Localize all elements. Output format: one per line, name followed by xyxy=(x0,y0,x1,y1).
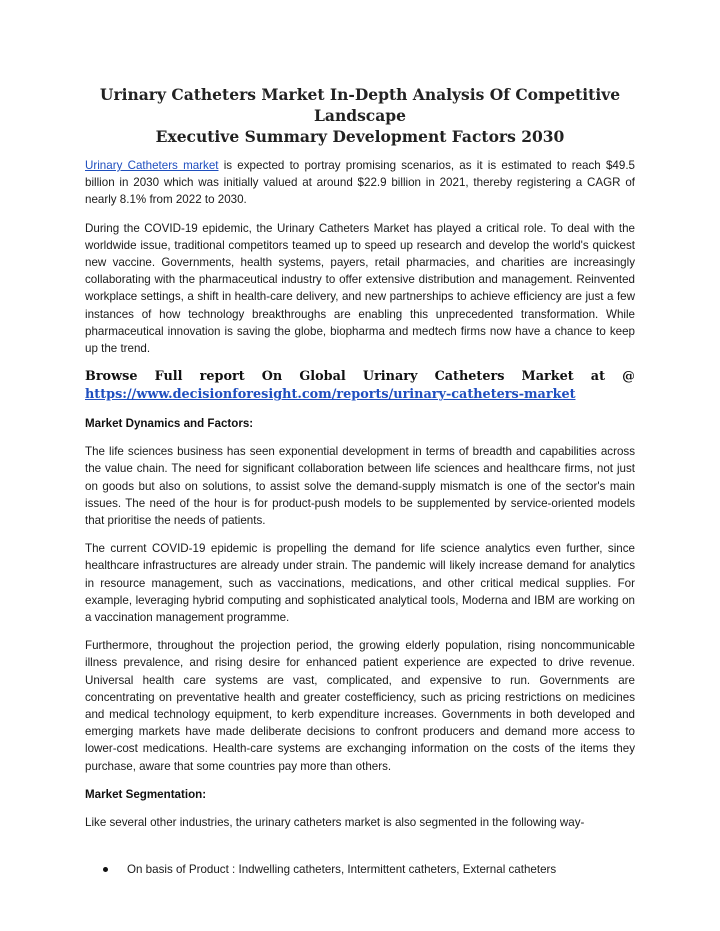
market-dynamics-heading: Market Dynamics and Factors: xyxy=(85,417,254,431)
browse-word: report xyxy=(199,369,245,385)
browse-word: Full xyxy=(154,369,183,385)
browse-word: Catheters xyxy=(434,369,505,385)
browse-report-line xyxy=(85,368,635,386)
browse-word: Global xyxy=(299,369,346,385)
furthermore-paragraph: Furthermore, throughout the projection period, the growing elderly population, rising noncommunicable illness prevalence, and rising desire for enhanced patient experience are expected to drive revenue. Universal health care systems are vast, complicated, and expensive to run. Governments are concentrating on preventative health and greater costefficiency, such as pricing restrictions on medicines and medical technology equipment, to kerb expenditure increases. Governments in both developed and emerging markets have made deliberate decisions to confront producers and demand more access to lower-cost medications. Health-care systems are exchanging information on the costs of the items they purchase, aware that some countries pay more than others. xyxy=(85,639,635,773)
list-item xyxy=(85,861,635,878)
browse-word: @ xyxy=(622,369,635,385)
browse-word: On xyxy=(261,369,283,385)
life-sciences-paragraph: The life sciences business has seen exponential development in terms of breadth and capabilities across the value chain. The need for significant collaboration between life sciences and healthcare firms, not just on goods but also on solutions, to assist solve the demand-supply mismatch is one of the sector's main issues. The need of the hour is for product-push models to be supplemented by service-oriented models that prioritise the needs of patients. xyxy=(85,445,635,528)
title-line-1: Urinary Catheters Market In-Depth Analysis Of Competitive Landscape xyxy=(99,85,621,125)
list-item-text: On basis of Product : Indwelling catheters, Intermittent catheters, External catheters xyxy=(127,863,557,877)
browse-word: Market xyxy=(521,369,574,385)
browse-word: Browse xyxy=(85,369,138,385)
intro-text: is expected to portray promising scenarios, as it is estimated to reach $49.5 billion in 2030 which was initially valued at around $22.9 billion in 2021, thereby registering a CAGR of nearly 8.1% from 2022 to 2030. xyxy=(85,159,635,207)
segmentation-list xyxy=(85,861,635,878)
covid-paragraph: During the COVID-19 epidemic, the Urinary Catheters Market has played a critical role. To deal with the worldwide issue, traditional competitors teamed up to speed up research and develop the world's quickest new vaccine. Governments, health systems, payers, retail pharmacies, and charities are increasingly collaborating with the pharmaceutical industry to offer extensive distribution and management. Reinvented workplace settings, a shift in health-care delivery, and new partnerships to achieve efficiency are just a few instances of how technology breakthroughs are enabling this unprecedented transformation. While pharmaceutical innovation is saving the globe, biopharma and medtech firms now have a chance to keep up the trend. xyxy=(85,221,635,356)
report-url-link[interactable]: https://www.decisionforesight.com/reports/urinary-catheters-market xyxy=(85,387,576,403)
segmentation-paragraph: Like several other industries, the urinary catheters market is also segmented in the following way- xyxy=(85,815,585,829)
bullet-icon xyxy=(103,867,108,872)
current-covid-paragraph: The current COVID-19 epidemic is propelling the demand for life science analytics even further, since healthcare infrastructures are already under strain. The pandemic will likely increase demand for analytics in resource management, such as vaccinations, medications, and other critical medical supplies. For example, leveraging hybrid computing and sophisticated analytical tools, Moderna and IBM are working on a vaccination management programme. xyxy=(85,542,635,625)
market-link[interactable]: Urinary Catheters market xyxy=(85,159,219,172)
intro-paragraph xyxy=(85,157,635,209)
browse-word: Urinary xyxy=(362,369,418,385)
browse-report-block xyxy=(85,368,635,404)
browse-word: at xyxy=(590,369,605,385)
market-segmentation-heading: Market Segmentation: xyxy=(85,787,207,801)
title-line-2: Executive Summary Development Factors 2030 xyxy=(155,127,565,146)
page-title xyxy=(85,84,635,147)
